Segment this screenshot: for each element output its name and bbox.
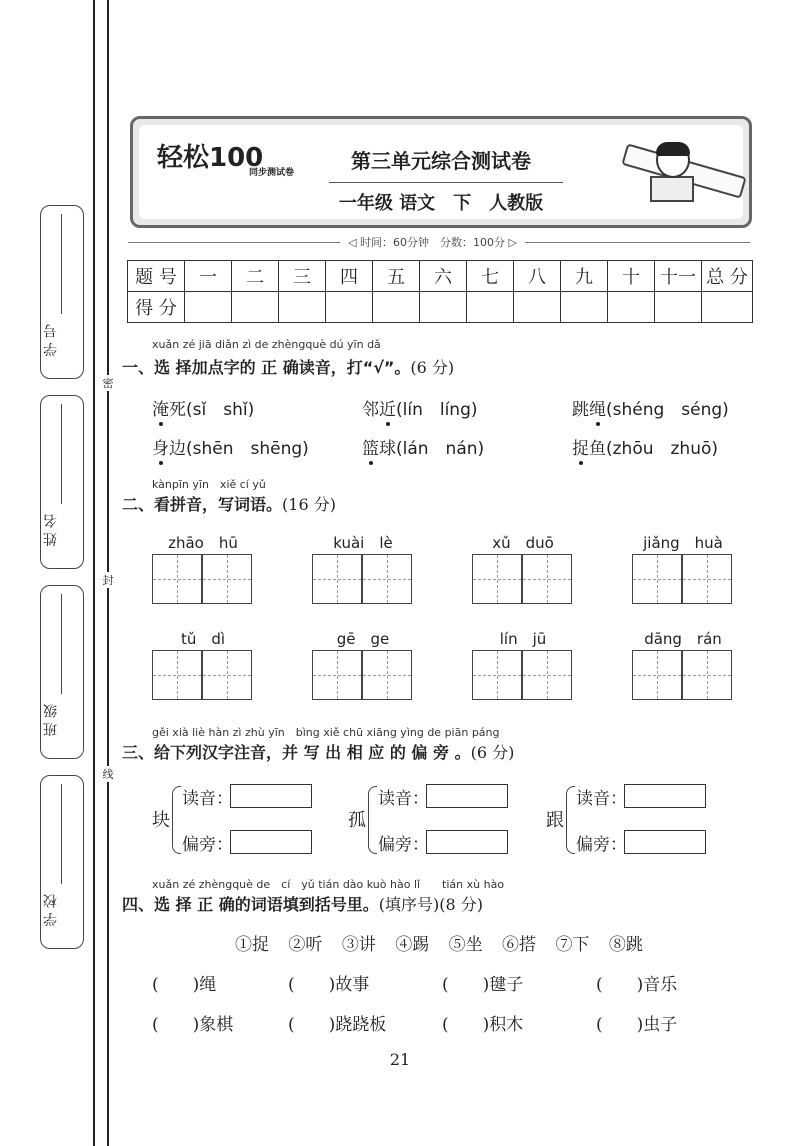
brace [172, 786, 181, 854]
score-cell[interactable] [185, 292, 232, 323]
q2-word-pinyin: dāng rán [644, 630, 722, 648]
q2-title-text: 二、看拼音，写词语。 [122, 495, 283, 514]
q4-option: ③讲 [341, 935, 376, 955]
q3-pinyin: gěi xià liè hàn zì zhù yīn bìng xiě chū xiāng yìng de piān páng [152, 726, 500, 739]
score-cell[interactable] [561, 292, 608, 323]
score-cell[interactable] [232, 292, 279, 323]
writing-grid-cell[interactable] [682, 650, 732, 700]
seal-mark-xian: 线 [98, 766, 118, 782]
score-row-label: 得 分 [128, 292, 185, 323]
student-number-box [40, 205, 84, 379]
writing-grid-cell[interactable] [152, 650, 202, 700]
q2-word-pinyin: gē ge [336, 630, 390, 648]
q1-item[interactable]: 淹死(sǐ shǐ) [152, 400, 255, 420]
school-label: 学 校 [43, 894, 59, 927]
writing-grid-cell[interactable] [472, 650, 522, 700]
page-number: 21 [389, 1050, 411, 1069]
q4-blank[interactable]: ( )象棋 [152, 1015, 234, 1035]
time-info: ◁ 时间：60分钟 分数：100分 ▷ [340, 234, 525, 250]
q3-radical-box[interactable] [426, 830, 508, 854]
score-cell[interactable] [279, 292, 326, 323]
writing-grid-cell[interactable] [152, 554, 202, 604]
writing-grid-cell[interactable] [362, 554, 412, 604]
score-header-cell: 总 分 [702, 261, 753, 292]
q1-title [122, 355, 454, 378]
writing-grid-cell[interactable] [522, 554, 572, 604]
score-cell[interactable] [467, 292, 514, 323]
q4-option: ⑥搭 [502, 935, 537, 955]
writing-grid-cell[interactable] [632, 650, 682, 700]
q4-option: ①捉 [235, 935, 269, 955]
q2-pinyin: kànpīn yīn xiě cí yǔ [152, 478, 266, 491]
score-header-cell: 七 [467, 261, 514, 292]
score-header-cell: 六 [420, 261, 467, 292]
writing-grid-cell[interactable] [522, 650, 572, 700]
q3-char: 孤 [348, 810, 366, 831]
writing-grid-cell[interactable] [682, 554, 732, 604]
writing-grid-cell[interactable] [202, 554, 252, 604]
q3-title [122, 740, 514, 763]
title-divider [329, 182, 563, 183]
q3-radical-label: 偏旁： [182, 835, 233, 855]
writing-grid-cell[interactable] [202, 650, 252, 700]
q2-word-pinyin: jiǎng huà [643, 534, 723, 552]
school-box [40, 775, 84, 949]
score-cell[interactable] [702, 292, 753, 323]
q4-blank[interactable]: ( )跷跷板 [288, 1015, 387, 1035]
q3-char: 块 [152, 810, 170, 831]
brace [566, 786, 575, 854]
q4-score: (填序号)(8 分) [378, 895, 483, 914]
q4-blank[interactable]: ( )虫子 [596, 1015, 678, 1035]
score-header-cell: 题 号 [128, 261, 185, 292]
class-line[interactable] [61, 594, 62, 694]
q1-item[interactable]: 捉鱼(zhōu zhuō) [572, 439, 719, 459]
score-table-header-row [128, 261, 753, 292]
student-number-line[interactable] [61, 214, 62, 314]
q3-read-box[interactable] [624, 784, 706, 808]
score-header-cell: 三 [279, 261, 326, 292]
q1-title-text: 一、选 择加点字的 正 确读音，打“√”。 [122, 358, 411, 377]
score-header-cell: 四 [326, 261, 373, 292]
q4-blank[interactable]: ( )毽子 [442, 975, 524, 995]
q4-option: ④踢 [395, 935, 430, 955]
name-box [40, 395, 84, 569]
score-cell[interactable] [655, 292, 702, 323]
seal-mark-feng: 封 [98, 572, 118, 588]
q3-radical-box[interactable] [230, 830, 312, 854]
q1-item[interactable]: 身边(shēn shēng) [152, 439, 309, 459]
score-cell[interactable] [326, 292, 373, 323]
q2-title [122, 492, 336, 515]
q3-radical-label: 偏旁： [576, 835, 627, 855]
page-title: 第三单元综合测试卷 [351, 149, 531, 173]
q2-word-pinyin: lín jū [499, 630, 547, 648]
q1-item[interactable]: 邻近(lín líng) [362, 400, 478, 420]
score-cell[interactable] [514, 292, 561, 323]
q3-read-label: 读音： [182, 789, 233, 809]
q3-read-label: 读音： [576, 789, 627, 809]
q3-char: 跟 [546, 810, 564, 831]
q3-title-text: 三、给下列汉字注音，并 写 出 相 应 的 偏 旁 。 [122, 743, 471, 762]
name-label: 姓 名 [43, 514, 59, 547]
book-illustration [650, 176, 694, 202]
score-cell[interactable] [373, 292, 420, 323]
score-cell[interactable] [608, 292, 655, 323]
score-header-cell: 九 [561, 261, 608, 292]
q3-read-box[interactable] [426, 784, 508, 808]
logo: 轻松100 [157, 143, 264, 173]
school-line[interactable] [61, 784, 62, 884]
q1-item[interactable]: 篮球(lán nán) [362, 439, 485, 459]
class-box [40, 585, 84, 759]
score-header-cell: 五 [373, 261, 420, 292]
q3-read-label: 读音： [378, 789, 429, 809]
page-subtitle: 一年级 语文 下 人教版 [338, 193, 544, 214]
score-header-cell: 八 [514, 261, 561, 292]
q4-option: ⑤坐 [448, 935, 483, 955]
writing-grid-cell[interactable] [312, 650, 362, 700]
score-header-cell: 十一 [655, 261, 702, 292]
q3-radical-label: 偏旁： [378, 835, 429, 855]
q4-blank[interactable]: ( )故事 [288, 975, 370, 995]
q1-item[interactable]: 跳绳(shéng séng) [572, 400, 729, 420]
q3-read-box[interactable] [230, 784, 312, 808]
writing-grid-cell[interactable] [632, 554, 682, 604]
kid-hair-illustration [656, 142, 690, 156]
q1-pinyin: xuǎn zé jiā diǎn zì de zhèngquè dú yīn dǎ [152, 338, 381, 351]
q4-title [122, 892, 483, 915]
q2-score: (16 分) [282, 495, 336, 514]
q4-blank[interactable]: ( )音乐 [596, 975, 678, 995]
q4-blank[interactable]: ( )积木 [442, 1015, 524, 1035]
score-header-cell: 二 [232, 261, 279, 292]
q2-word-pinyin: tǔ dì [180, 630, 226, 648]
q2-word-pinyin: zhāo hū [168, 534, 238, 552]
q4-title-text: 四、选 择 正 确的词语填到括号里。 [122, 895, 379, 914]
brace [368, 786, 377, 854]
q4-pinyin: xuǎn zé zhèngquè de cí yǔ tián dào kuò hào lǐ tián xù hào [152, 878, 505, 891]
name-line[interactable] [61, 404, 62, 504]
student-number-label: 学 号 [43, 324, 59, 357]
q4-blank[interactable]: ( )绳 [152, 975, 217, 995]
q2-word-pinyin: kuài lè [333, 534, 393, 552]
writing-grid-cell[interactable] [312, 554, 362, 604]
logo-subtitle: 同步测试卷 [249, 168, 295, 178]
q4-options [235, 930, 657, 955]
score-cell[interactable] [420, 292, 467, 323]
score-header-cell: 十 [608, 261, 655, 292]
q4-option: ⑧跳 [608, 935, 643, 955]
score-header-cell: 一 [185, 261, 232, 292]
q3-radical-box[interactable] [624, 830, 706, 854]
q1-score: (6 分) [410, 358, 455, 377]
writing-grid-cell[interactable] [362, 650, 412, 700]
score-table-score-row [128, 292, 753, 323]
q3-score: (6 分) [470, 743, 515, 762]
q4-option: ②听 [288, 935, 323, 955]
q2-word-pinyin: xǔ duō [492, 534, 554, 552]
score-table [127, 260, 753, 323]
class-label: 班 级 [43, 704, 59, 737]
binding-line-outer [93, 0, 95, 1146]
q4-option: ⑦下 [555, 935, 590, 955]
seal-mark-mi: 密 [98, 375, 118, 391]
writing-grid-cell[interactable] [472, 554, 522, 604]
